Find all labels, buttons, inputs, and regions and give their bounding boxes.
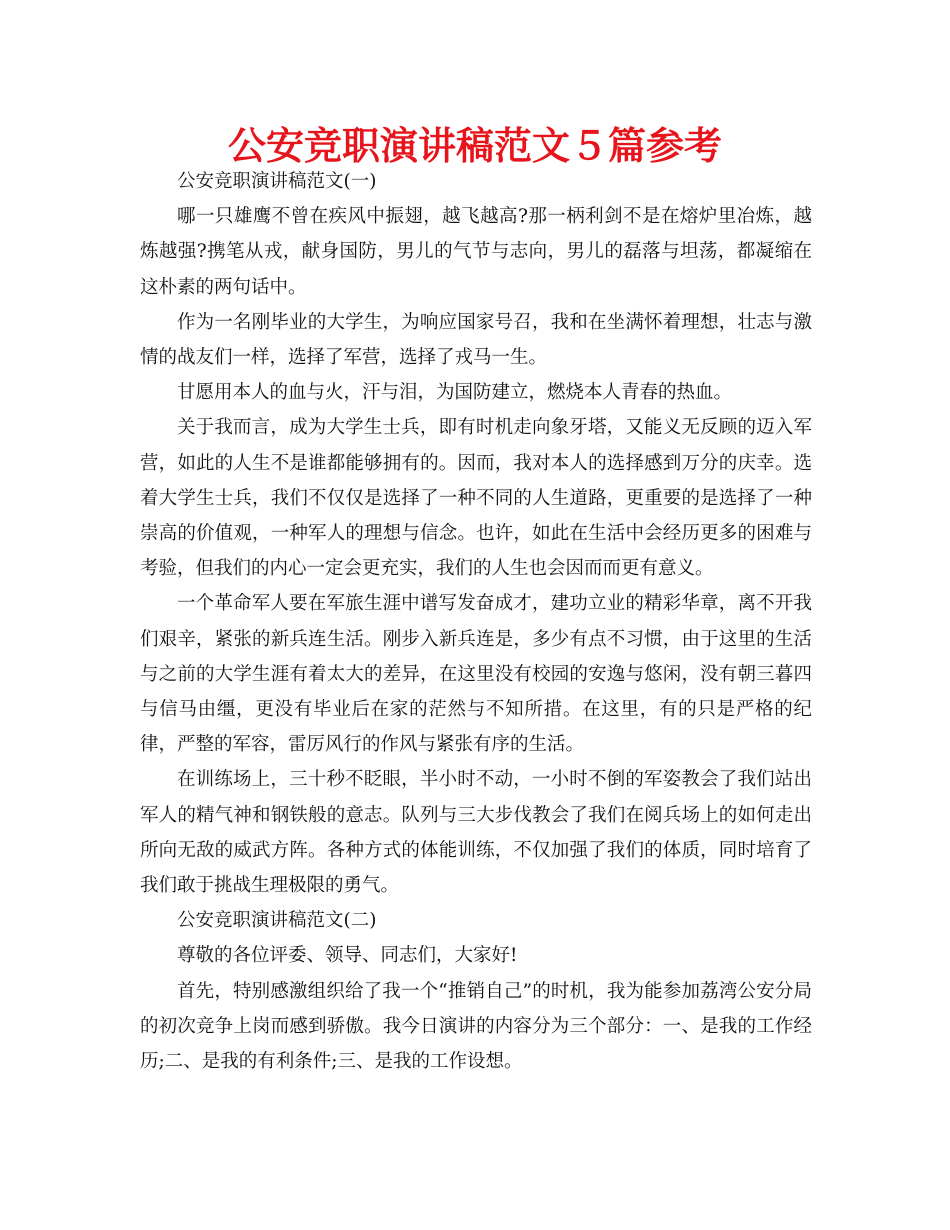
paragraph: 在训练场上，三十秒不眨眼，半小时不动，一小时不倒的军姿教会了我们站出军人的精气神和钢铁般的意志。队列与三大步伐教会了我们在阅兵场上的如何走出所向无敌的威武方阵。各种方式的体能训练，不仅加强了我们的体质，同时培育了我们敢于挑战生理极限的勇气。 (140, 769, 812, 897)
paragraph: 首先，特别感激组织给了我一个“推销自己”的时机，我为能参加荔湾公安分局的初次竞争上岗而感到骄傲。我今日演讲的内容分为三个部分：一、是我的工作经历;二、是我的有利条件;三、是我的工作设想。 (140, 980, 812, 1073)
section-heading-1: 公安竞职演讲稿范文(一) (177, 171, 377, 192)
paragraph: 作为一名刚毕业的大学生，为响应国家号召，我和在坐满怀着理想，壮志与激情的战友们一样，选择了军营，选择了戎马一生。 (140, 311, 812, 369)
paragraph: 甘愿用本人的血与火，汗与泪，为国防建立，燃烧本人青春的热血。 (177, 382, 733, 404)
document-body (140, 164, 812, 1079)
paragraph: 关于我而言，成为大学生士兵，即有时机走向象牙塔，又能义无反顾的迈入军营，如此的人生不是谁都能够拥有的。因而，我对本人的选择感到万分的庆幸。选着大学生士兵，我们不仅仅是选择了一种不同的人生道路，更重要的是选择了一种崇高的价值观，一种军人的理想与信念。也许，如此在生活中会经历更多的困难与考验，但我们的内心一定会更充实，我们的人生也会因而而更有意义。 (140, 417, 812, 580)
page-title: 公安竞职演讲稿范文５篇参考 (227, 124, 722, 168)
paragraph: 一个革命军人要在军旅生涯中谱写发奋成才，建功立业的精彩华章，离不开我们艰辛，紧张的新兵连生活。刚步入新兵连是，多少有点不习惯，由于这里的生活与之前的大学生涯有着太大的差异，在这里没有校园的安逸与悠闲，没有朝三暮四与信马由缰，更没有毕业后在家的茫然与不知所措。在这里，有的只是严格的纪律，严整的军容，雷厉风行的作风与紧张有序的生活。 (140, 593, 812, 756)
paragraph: 哪一只雄鹰不曾在疾风中振翅，越飞越高?那一柄利剑不是在熔炉里冶炼，越炼越强?携笔从戎，献身国防，男儿的气节与志向，男儿的磊落与坦荡，都凝缩在这朴素的两句话中。 (140, 206, 812, 298)
section-heading-2: 公安竞职演讲稿范文(二) (177, 910, 377, 932)
paragraph: 尊敬的各位评委、领导、同志们，大家好! (177, 945, 518, 967)
